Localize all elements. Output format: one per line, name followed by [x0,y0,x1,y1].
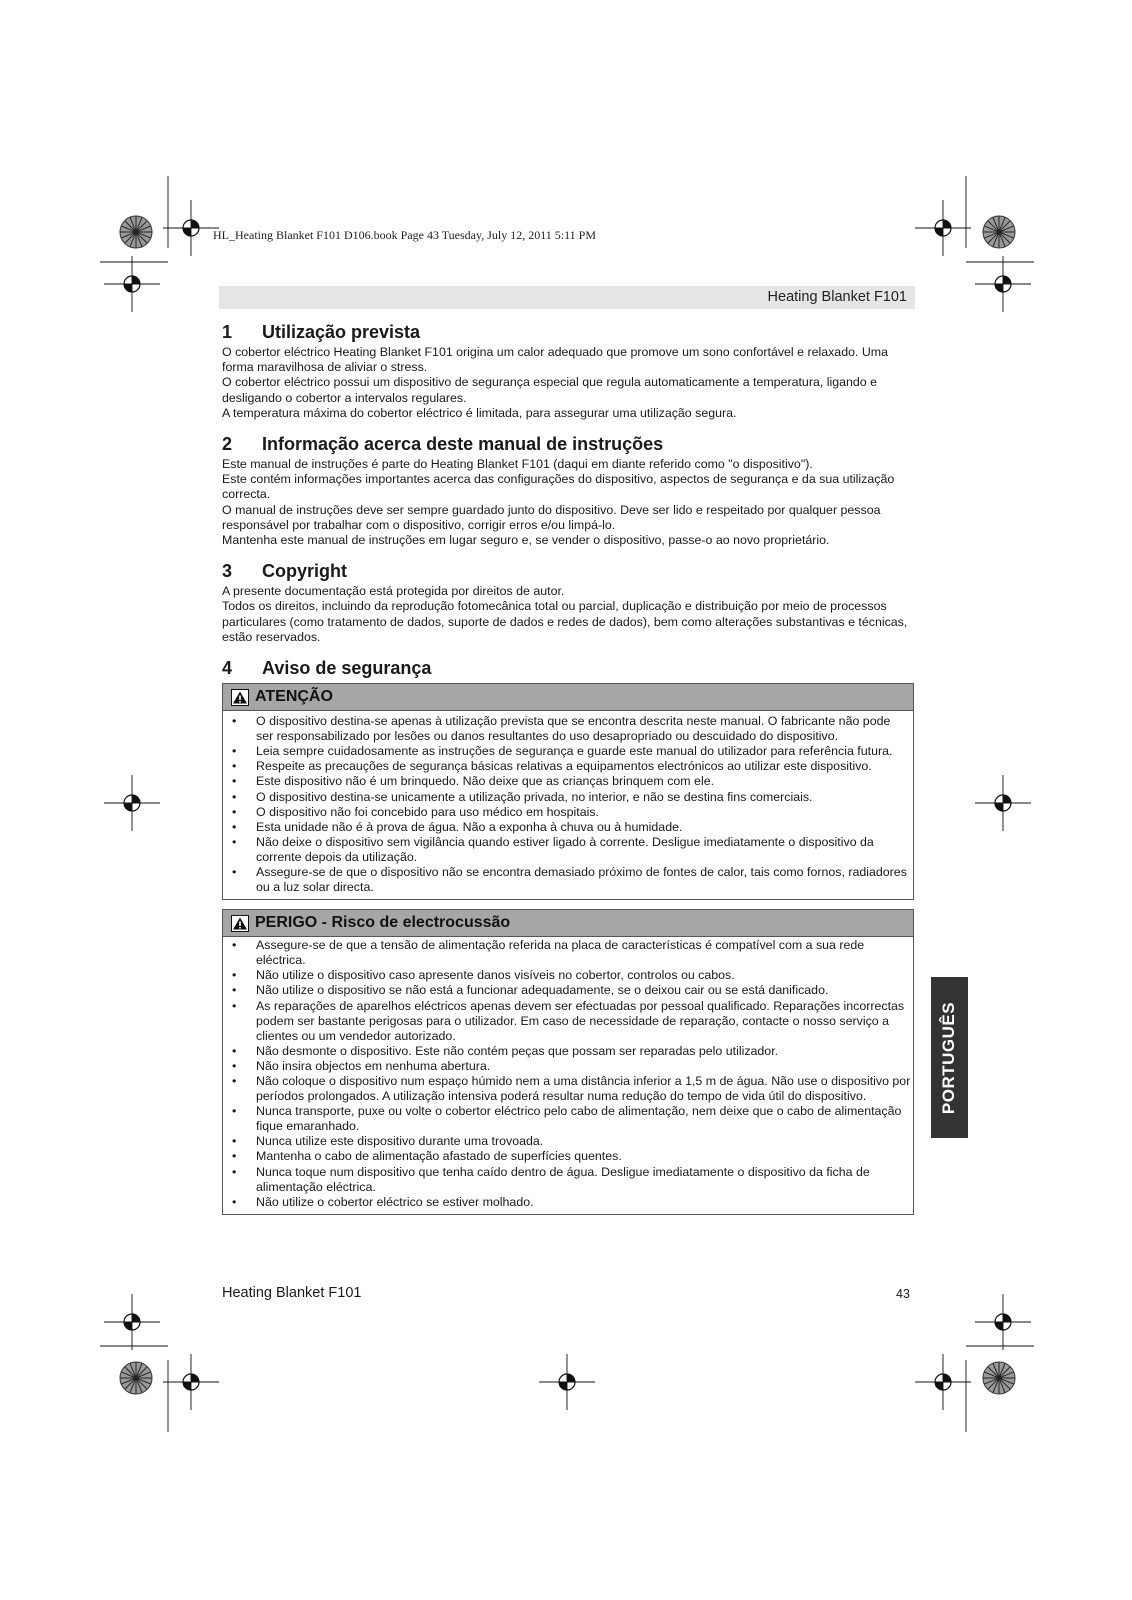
running-header [219,286,915,309]
list-item: • Não desmonte o dispositivo. Este não contém peças que possam ser reparadas pelo utilizador. [223,1044,911,1059]
list-item: • O dispositivo não foi concebido para uso médico em hospitais. [223,805,911,820]
warning-triangle-icon [231,689,249,706]
list-item: • Assegure-se de que o dispositivo não se encontra demasiado próximo de fontes de calor, tais como fornos, radiadores ou a luz solar directa. [223,865,911,895]
list-item: • Assegure-se de que a tensão de alimentação referida na placa de características é compatível com a sua rede eléctrica. [223,938,911,968]
atencao-header [223,684,913,711]
section-title: 4 Aviso de segurança [222,658,432,679]
section-title: 1 Utilização prevista [222,322,421,342]
list-item: • As reparações de aparelhos eléctricos apenas devem ser efectuadas por pessoal qualificado. Reparações incorrectas podem ser bastante perigosas para o utilizador. Em caso de necessidade de reparação, contacte o nosso serviço a clientes ou um vendedor autorizado. [223,999,911,1044]
section-title: 3 Copyright [222,561,347,582]
paragraph: Mantenha este manual de instruções em lugar seguro e, se vender o dispositivo, passe-o ao novo proprietário. [222,533,830,548]
paragraph: O cobertor eléctrico possui um dispositivo de segurança especial que regula automaticamente a temperatura, ligando e desligando o cobertor a intervalos regulares. [222,375,878,405]
list-item: • Não utilize o dispositivo caso apresente danos visíveis no cobertor, controlos ou cabos. [223,968,911,983]
atencao-box [222,683,914,900]
section-informacao [222,434,914,548]
page-number: 43 [896,1287,910,1301]
atencao-title: ATENÇÃO [255,688,333,706]
section-title: 2 Informação acerca deste manual de instruções [222,434,664,455]
paragraph: Este manual de instruções é parte do Heating Blanket F101 (daqui em diante referido como "o dispositivo"). [222,457,813,472]
list-item: • Este dispositivo não é um brinquedo. Não deixe que as crianças brinquem com ele. [223,774,911,789]
language-tab [931,977,968,1138]
paragraph: O cobertor eléctrico Heating Blanket F101 origina um calor adequado que promove um sono confortável e relaxado. Uma forma maravilhosa de aliviar o stress. [222,345,889,375]
section-aviso [222,658,914,679]
list-item: • Não deixe o dispositivo sem vigilância quando estiver ligado à corrente. Desligue imediatamente o dispositivo da corrente depois da utilização. [223,835,911,865]
list-item: • Nunca toque num dispositivo que tenha caído dentro de água. Desligue imediatamente o dispositivo da ficha de alimentação eléctrica. [223,1165,911,1195]
list-item: • Nunca transporte, puxe ou volte o cobertor eléctrico pelo cabo de alimentação, nem deixe que o cabo de alimentação fique emaranhado. [223,1104,911,1134]
paragraph: Todos os direitos, incluindo da reprodução fotomecânica total ou parcial, duplicação e distribuição por meio de processos particulares (como tratamento de dados, suporte de dados e redes de dados), bem como alterações substantivas e técnicas, estão reservados. [222,599,908,644]
list-item: • Respeite as precauções de segurança básicas relativas a equipamentos electrónicos ao utilizar este dispositivo. [223,759,911,774]
list-item: • Mantenha o cabo de alimentação afastado de superfícies quentes. [223,1149,911,1164]
perigo-title: PERIGO - Risco de electrocussão [255,914,511,932]
list-item: • O dispositivo destina-se unicamente a utilização privada, no interior, e não se destina fins comerciais. [223,790,911,805]
header-title: Heating Blanket F101 [767,289,907,305]
footer-title: Heating Blanket F101 [222,1285,362,1301]
list-item: • O dispositivo destina-se apenas à utilização prevista que se encontra descrita neste manual. O fabricante não pode ser responsabilizado por lesões ou danos resultantes do uso desapropriado ou descuidado do dispositivo. [223,714,911,744]
book-slug-line: HL_Heating Blanket F101 D106.book Page 43 Tuesday, July 12, 2011 5:11 PM [213,228,596,242]
list-item: • Nunca utilize este dispositivo durante uma trovoada. [223,1134,911,1149]
list-item: • Não insira objectos em nenhuma abertura. [223,1059,911,1074]
list-item: • Leia sempre cuidadosamente as instruções de segurança e guarde este manual do utilizador para referência futura. [223,744,911,759]
paragraph: O manual de instruções deve ser sempre guardado junto do dispositivo. Deve ser lido e respeitado por qualquer pessoa responsável por trabalhar com o dispositivo, corrigir erros e/ou limpá-lo. [222,502,881,532]
perigo-box [222,909,914,1215]
paragraph: Este contém informações importantes acerca das configurações do dispositivo, aspectos de segurança e da sua utilização correcta. [222,472,895,502]
atencao-list [223,711,913,899]
list-item: • Esta unidade não é à prova de água. Não a exponha à chuva ou à humidade. [223,820,911,835]
list-item: • Não utilize o dispositivo se não está a funcionar adequadamente, se o deixou cair ou se está danificado. [223,983,911,998]
perigo-header [223,910,913,937]
paragraph: A presente documentação está protegida por direitos de autor. [222,584,565,599]
section-copyright [222,561,914,645]
list-item: • Não coloque o dispositivo num espaço húmido nem a uma distância inferior a 1,5 m de água. Não use o dispositivo por períodos prolongados. A utilização intensiva poderá resultar numa redução do tempo de vida útil do dispositivo. [223,1074,911,1104]
perigo-list [223,937,913,1214]
section-utilizacao [222,322,914,421]
page-content [222,322,914,1224]
language-label: PORTUGUÊS [939,1001,959,1114]
warning-triangle-icon [231,915,249,932]
paragraph: A temperatura máxima do cobertor eléctrico é limitada, para assegurar uma utilização segura. [222,405,737,420]
list-item: • Não utilize o cobertor eléctrico se estiver molhado. [223,1195,911,1210]
